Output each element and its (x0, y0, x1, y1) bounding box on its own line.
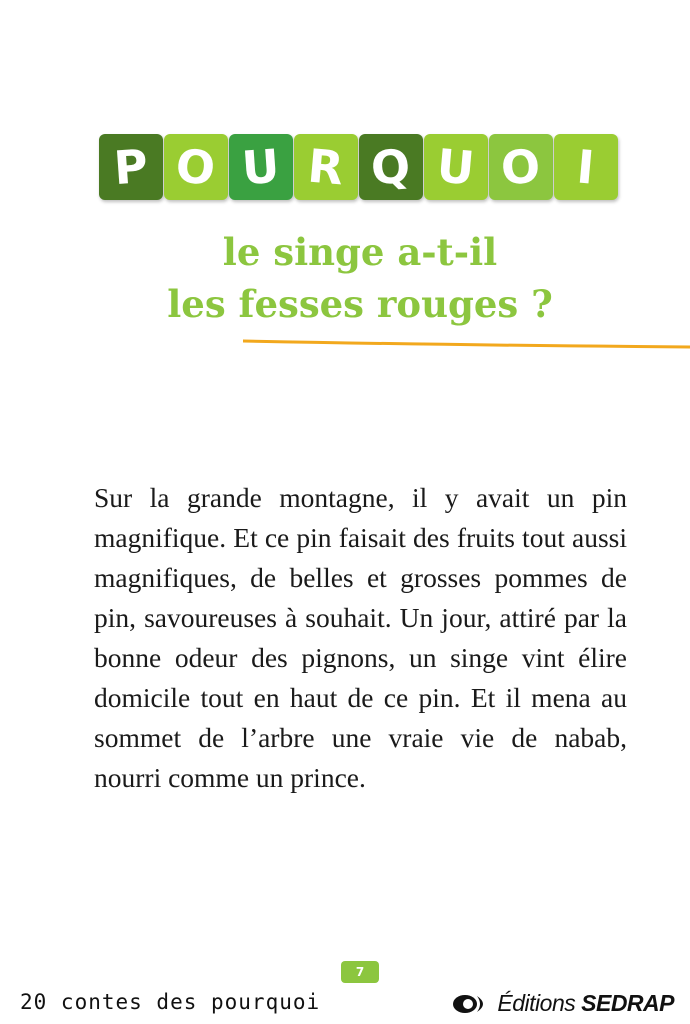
eye-logo-icon (451, 993, 491, 1015)
title-tiles (99, 134, 618, 200)
decorative-rule (243, 336, 690, 350)
story-paragraph: Sur la grande montagne, il y avait un pin magnifique. Et ce pin faisait des fruits tout aussi magnifiques, de belles et grosses pommes de pin, savoureuses à souhait. Un jour, attiré par la bonne odeur des pignons, un singe vint élire domicile tout en haut de ce pin. Et il mena au sommet de l’arbre une vraie vie de nabab, nourri comme un prince. (94, 482, 627, 793)
subtitle-line-1: le singe a-t-il (222, 230, 498, 274)
publisher-name (497, 990, 674, 1017)
title-tile-letter: P (112, 138, 150, 196)
title-tile-letter: I (575, 139, 597, 195)
title-tile-letter: U (435, 138, 477, 196)
title-tile (164, 134, 228, 200)
title-tile (99, 134, 163, 200)
page-number-badge: 7 (341, 961, 379, 983)
title-tile (294, 134, 358, 200)
title-tile (554, 134, 618, 200)
title-tile-letter: O (174, 138, 218, 196)
subtitle-line-2: les fesses rouges ? (167, 282, 553, 326)
publisher-brand: SEDRAP (581, 990, 674, 1016)
title-tile-letter: U (240, 138, 282, 196)
title-tile-letter: O (499, 138, 543, 196)
title-tile (489, 134, 553, 200)
title-tile (359, 134, 423, 200)
publisher-logo-group (451, 990, 674, 1017)
page-subtitle (0, 226, 690, 330)
title-tile-letter: Q (369, 138, 413, 196)
publisher-prefix: Éditions (497, 990, 576, 1016)
book-title: 20 contes des pourquoi (20, 990, 321, 1014)
title-tile (229, 134, 293, 200)
title-tile (424, 134, 488, 200)
title-tile-letter: R (305, 138, 346, 196)
